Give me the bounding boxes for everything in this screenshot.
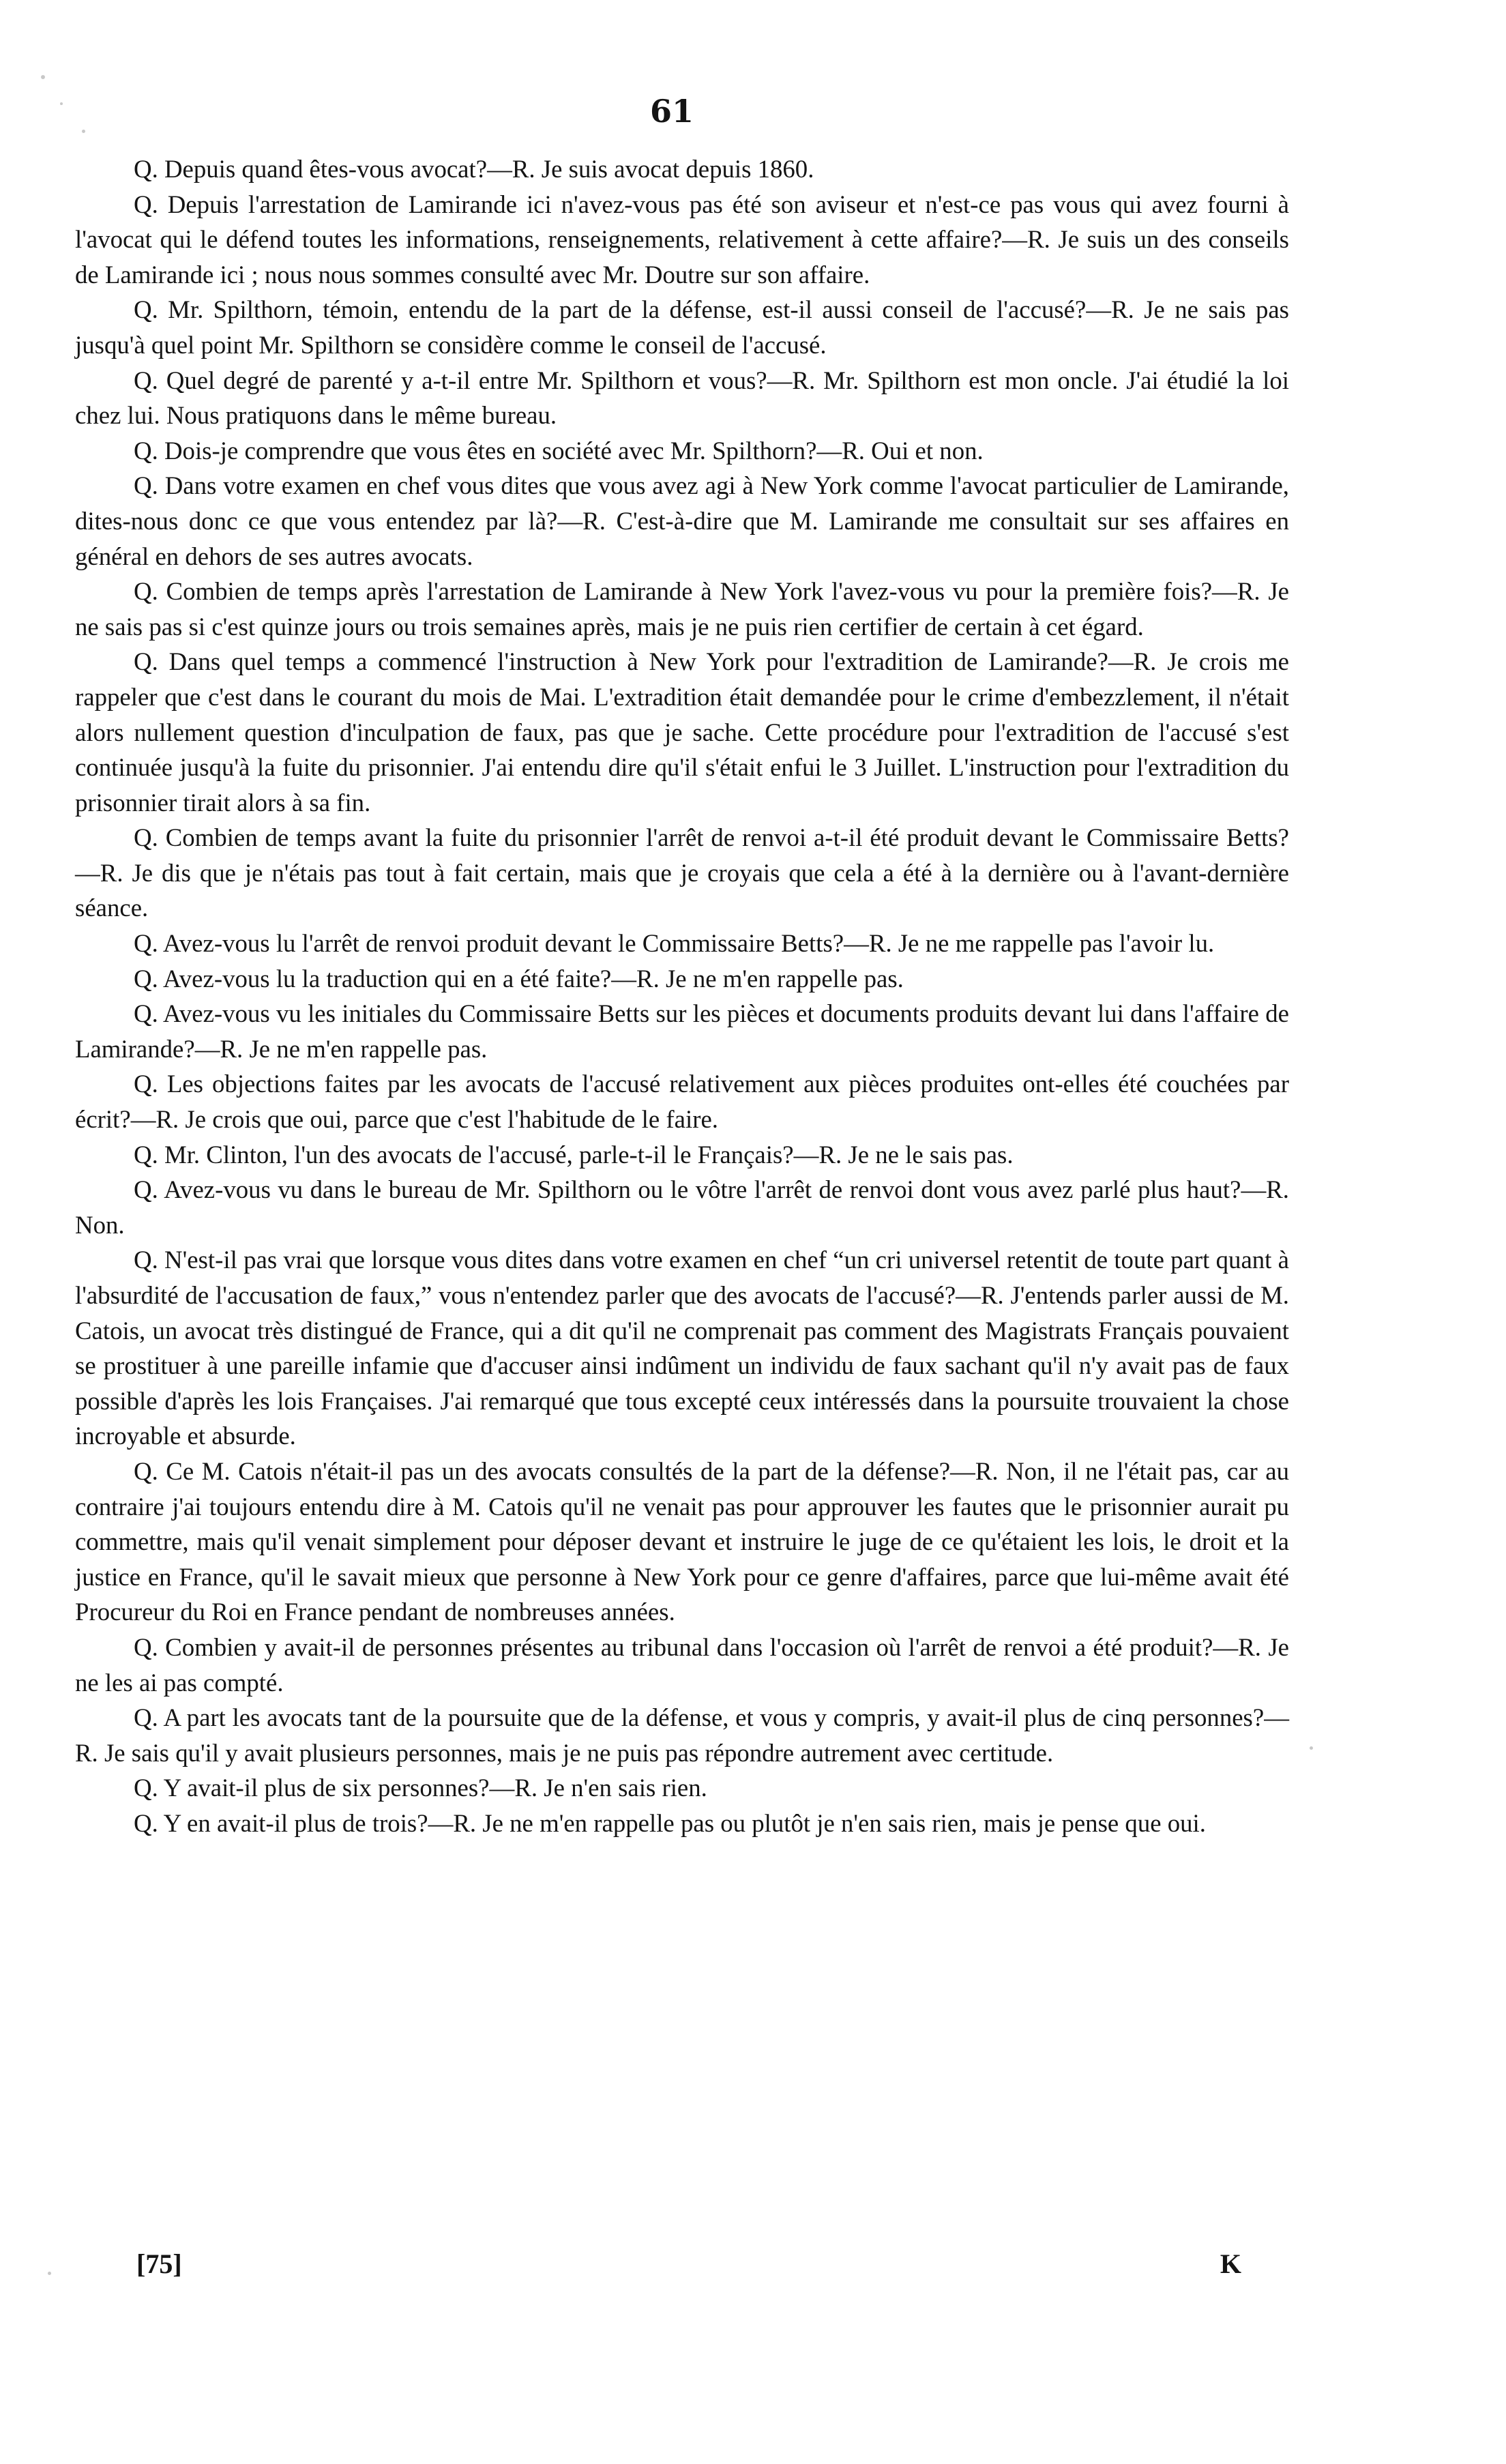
paragraph: Q. Ce M. Catois n'était-il pas un des avocats consultés de la part de la défense?—R. Non, il ne l'était pas, car au contraire j'ai toujours entendu dire à M. Catois qu'il ne venait pas pour approuver les fautes que le prisonnier aurait pu commettre, mais qu'il venait simplement pour déposer devant et instruire le juge de ce qu'étaient les lois, le droit et la justice en France, qu'il le savait mieux que personne à New York pour ce genre d'affaires, parce que lui-même avait été Procureur du Roi en France pendant de nombreuses années. — [75, 1456, 1289, 1626]
paragraph: Q. Les objections faites par les avocats de l'accusé relativement aux pièces produites ont-elles été couchées par écrit?—R. Je crois que oui, parce que c'est l'habitude de le faire. — [75, 1070, 1289, 1134]
signature-number: [75] — [136, 2248, 182, 2279]
scan-speck — [82, 130, 85, 133]
paragraph: Q. Depuis l'arrestation de Lamirande ici n'avez-vous pas été son aviseur et n'est-ce pas vous qui avez fourni à l'avocat qui le défend toutes les informations, renseignements, relativement à cette affaire?—R. Je suis un des conseils de Lamirande ici ; nous nous sommes consulté avec Mr. Doutre sur son affaire. — [75, 190, 1289, 289]
paragraph: Q. Dois-je comprendre que vous êtes en société avec Mr. Spilthorn?—R. Oui et non. — [134, 436, 984, 465]
paragraph: Q. Depuis quand êtes-vous avocat?—R. Je suis avocat depuis 1860. — [134, 155, 814, 183]
paragraph: Q. Combien y avait-il de personnes présentes au tribunal dans l'occasion où l'arrêt de renvoi a été produit?—R. Je ne les ai pas compté. — [75, 1632, 1289, 1697]
paragraph: Q. Combien de temps avant la fuite du prisonnier l'arrêt de renvoi a-t-il été produit devant le Commissaire Betts?—R. Je dis que je n'étais pas tout à fait certain, mais que je croyais que cela a été à la dernière ou à l'avant-dernière séance. — [75, 823, 1289, 922]
paragraph: Q. Mr. Clinton, l'un des avocats de l'accusé, parle-t-il le Français?—R. Je ne le sais pas. — [134, 1140, 1014, 1169]
paragraph: Q. Avez-vous vu dans le bureau de Mr. Spilthorn ou le vôtre l'arrêt de renvoi dont vous avez parlé plus haut?—R. Non. — [75, 1175, 1289, 1239]
paragraph: Q. Dans votre examen en chef vous dites que vous avez agi à New York comme l'avocat particulier de Lamirande, dites-nous donc ce que vous entendez par là?—R. C'est-à-dire que M. Lamirande me consultait sur ses affaires en général en dehors de ses autres avocats. — [75, 471, 1289, 570]
paragraph: Q. Mr. Spilthorn, témoin, entendu de la part de la défense, est-il aussi conseil de l'accusé?—R. Je ne sais pas jusqu'à quel point Mr. Spilthorn se considère comme le conseil de l'accusé. — [75, 295, 1289, 359]
body-text — [75, 151, 1289, 1841]
scan-speck — [48, 2272, 51, 2275]
paragraph: Q. Avez-vous lu la traduction qui en a été faite?—R. Je ne m'en rappelle pas. — [134, 964, 904, 993]
paragraph: Q. Y en avait-il plus de trois?—R. Je ne m'en rappelle pas ou plutôt je n'en sais rien, mais je pense que oui. — [134, 1808, 1206, 1837]
paragraph: Q. A part les avocats tant de la poursuite que de la défense, et vous y compris, y avait-il plus de cinq personnes?—R. Je sais qu'il y avait plusieurs personnes, mais je ne puis pas répondre autrement avec certitude. — [75, 1703, 1289, 1767]
paragraph: Q. N'est-il pas vrai que lorsque vous dites dans votre examen en chef “un cri universel retentit de toute part quant à l'absurdité de l'accusation de faux,” vous n'entendez parler que des avocats de l'accusé?—R. J'entends parler aussi de M. Catois, un avocat très distingué de France, qui a dit qu'il ne comprenait pas comment des Magistrats Français pouvaient se prostituer à une pareille infamie que d'accuser ainsi indûment un individu de faux sachant qu'il n'y avait pas de faux possible d'après les lois Françaises. J'ai remarqué que tous excepté ceux intéressés dans la poursuite trouvaient la chose incroyable et absurde. — [75, 1246, 1289, 1450]
scan-speck — [41, 75, 45, 79]
paragraph: Q. Dans quel temps a commencé l'instruction à New York pour l'extradition de Lamirande?—R. Je crois me rappeler que c'est dans le courant du mois de Mai. L'extradition était demandée pour le crime d'embezzlement, il n'était alors nullement question d'inculpation de faux, pas que je sache. Cette procédure pour l'extradition de l'accusé s'est continuée jusqu'à la fuite du prisonnier. J'ai entendu dire qu'il s'était enfui le 3 Juillet. L'instruction pour l'extradition du prisonnier tirait alors à sa fin. — [75, 647, 1289, 817]
paragraph: Q. Y avait-il plus de six personnes?—R. Je n'en sais rien. — [134, 1774, 707, 1802]
signature-mark: K — [1220, 2248, 1241, 2279]
paragraph: Q. Quel degré de parenté y a-t-il entre Mr. Spilthorn et vous?—R. Mr. Spilthorn est mon oncle. J'ai étudié la loi chez lui. Nous pratiquons dans le même bureau. — [75, 366, 1289, 430]
page-number: 61 — [649, 93, 694, 130]
paragraph: Q. Avez-vous lu l'arrêt de renvoi produit devant le Commissaire Betts?—R. Je ne me rappelle pas l'avoir lu. — [134, 929, 1215, 958]
paragraph: Q. Combien de temps après l'arrestation de Lamirande à New York l'avez-vous vu pour la première fois?—R. Je ne sais pas si c'est quinze jours ou trois semaines après, mais je ne puis rien certifier de certain à cet égard. — [75, 577, 1289, 641]
scan-speck — [1310, 1746, 1313, 1750]
paragraph: Q. Avez-vous vu les initiales du Commissaire Betts sur les pièces et documents produits devant lui dans l'affaire de Lamirande?—R. Je ne m'en rappelle pas. — [75, 999, 1289, 1063]
